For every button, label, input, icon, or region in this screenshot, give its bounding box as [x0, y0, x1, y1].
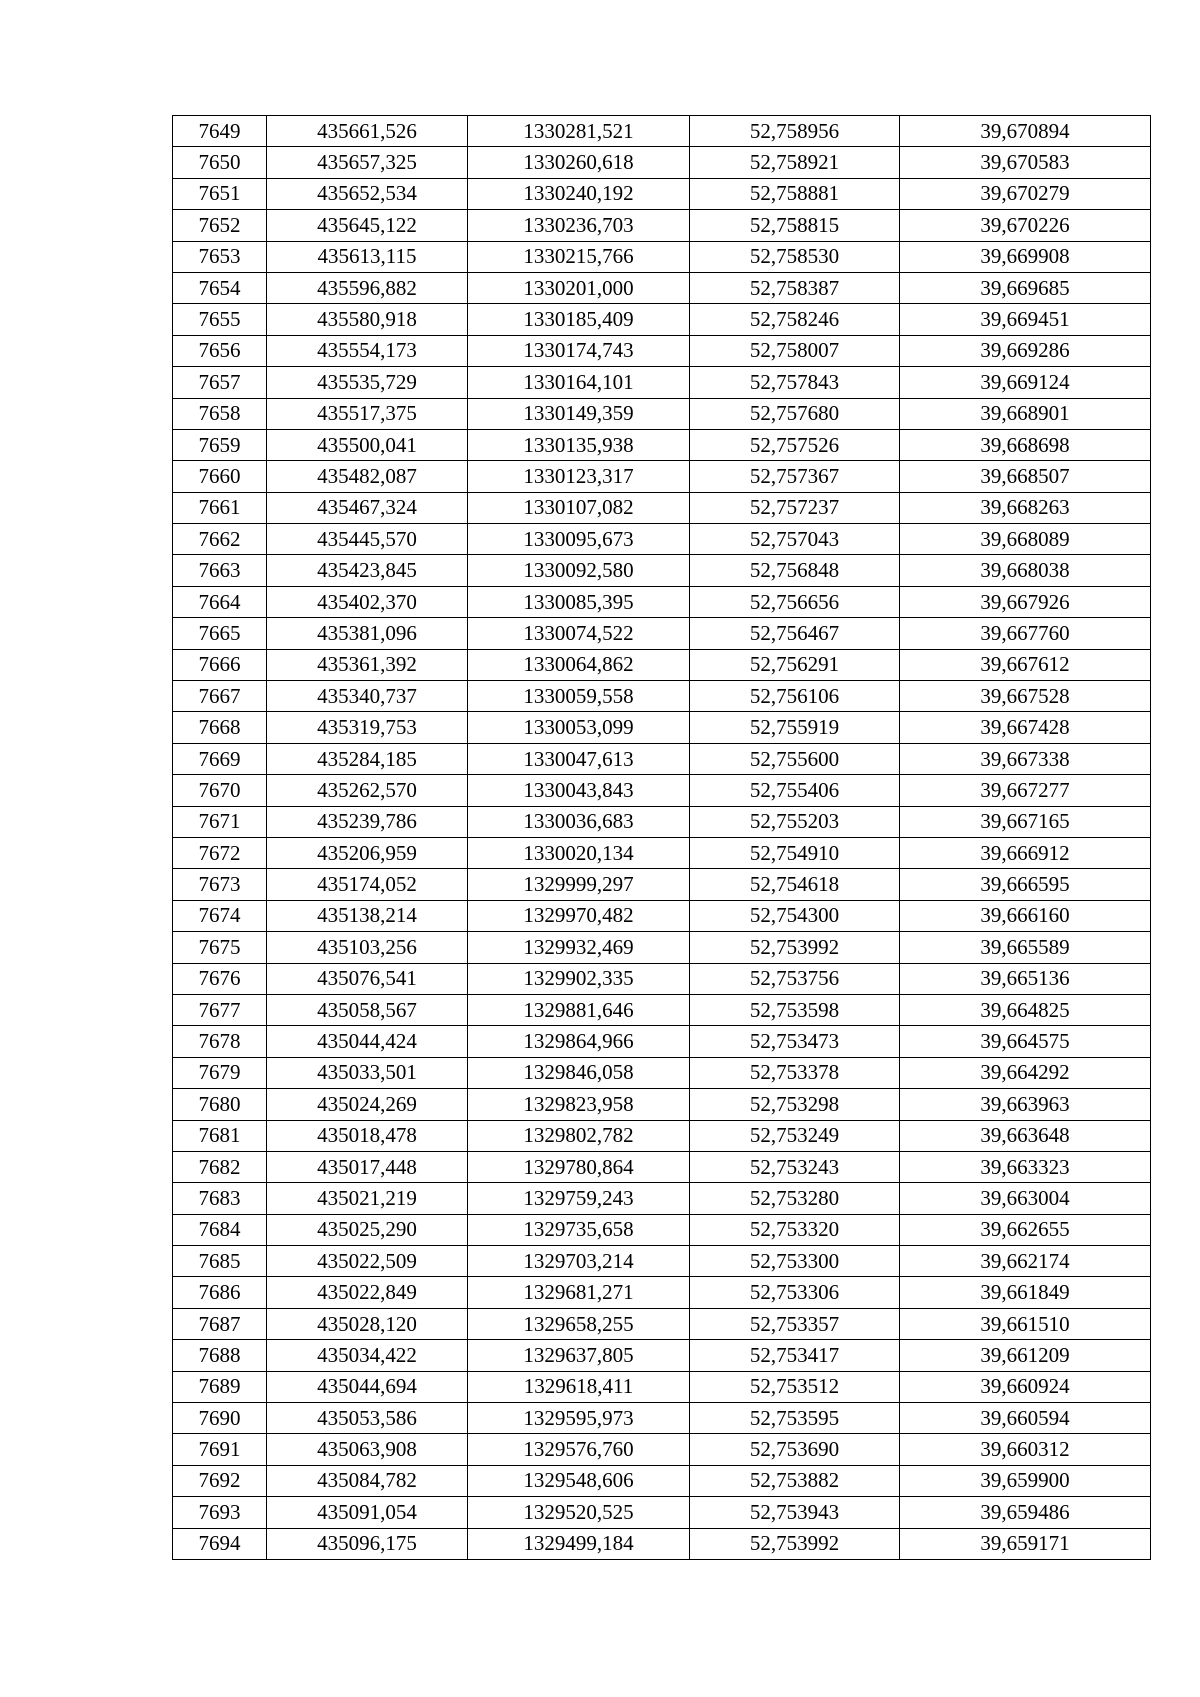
- longitude-cell: 39,661510: [900, 1308, 1151, 1339]
- table-row: [173, 210, 1151, 241]
- latitude-cell: 52,758246: [690, 304, 900, 335]
- y-coordinate-cell: 1330053,099: [468, 712, 690, 743]
- latitude-cell: 52,758530: [690, 241, 900, 272]
- longitude-cell: 39,663323: [900, 1151, 1151, 1182]
- latitude-cell: 52,753320: [690, 1214, 900, 1245]
- table-row: [173, 1528, 1151, 1559]
- point-number-cell: 7683: [173, 1183, 267, 1214]
- longitude-cell: 39,669124: [900, 367, 1151, 398]
- x-coordinate-cell: 435596,882: [267, 272, 468, 303]
- longitude-cell: 39,666912: [900, 837, 1151, 868]
- longitude-cell: 39,667338: [900, 743, 1151, 774]
- table-row: [173, 1308, 1151, 1339]
- point-number-cell: 7687: [173, 1308, 267, 1339]
- point-number-cell: 7692: [173, 1465, 267, 1496]
- latitude-cell: 52,753992: [690, 932, 900, 963]
- point-number-cell: 7656: [173, 335, 267, 366]
- table-row: [173, 1403, 1151, 1434]
- x-coordinate-cell: 435017,448: [267, 1151, 468, 1182]
- x-coordinate-cell: 435096,175: [267, 1528, 468, 1559]
- y-coordinate-cell: 1330074,522: [468, 618, 690, 649]
- latitude-cell: 52,753249: [690, 1120, 900, 1151]
- latitude-cell: 52,756291: [690, 649, 900, 680]
- latitude-cell: 52,758881: [690, 178, 900, 209]
- longitude-cell: 39,668038: [900, 555, 1151, 586]
- point-number-cell: 7659: [173, 429, 267, 460]
- table-row: [173, 1465, 1151, 1496]
- table-row: [173, 1183, 1151, 1214]
- x-coordinate-cell: 435657,325: [267, 147, 468, 178]
- y-coordinate-cell: 1329881,646: [468, 994, 690, 1025]
- table-row: [173, 492, 1151, 523]
- x-coordinate-cell: 435024,269: [267, 1089, 468, 1120]
- longitude-cell: 39,669286: [900, 335, 1151, 366]
- table-row: [173, 586, 1151, 617]
- x-coordinate-cell: 435025,290: [267, 1214, 468, 1245]
- point-number-cell: 7685: [173, 1246, 267, 1277]
- table-row: [173, 1120, 1151, 1151]
- longitude-cell: 39,668698: [900, 429, 1151, 460]
- x-coordinate-cell: 435021,219: [267, 1183, 468, 1214]
- point-number-cell: 7669: [173, 743, 267, 774]
- point-number-cell: 7681: [173, 1120, 267, 1151]
- x-coordinate-cell: 435053,586: [267, 1403, 468, 1434]
- x-coordinate-cell: 435063,908: [267, 1434, 468, 1465]
- point-number-cell: 7693: [173, 1497, 267, 1528]
- latitude-cell: 52,754300: [690, 900, 900, 931]
- y-coordinate-cell: 1330215,766: [468, 241, 690, 272]
- longitude-cell: 39,659900: [900, 1465, 1151, 1496]
- latitude-cell: 52,756106: [690, 681, 900, 712]
- point-number-cell: 7690: [173, 1403, 267, 1434]
- longitude-cell: 39,661209: [900, 1340, 1151, 1371]
- y-coordinate-cell: 1329595,973: [468, 1403, 690, 1434]
- longitude-cell: 39,665136: [900, 963, 1151, 994]
- longitude-cell: 39,666160: [900, 900, 1151, 931]
- y-coordinate-cell: 1330059,558: [468, 681, 690, 712]
- longitude-cell: 39,659486: [900, 1497, 1151, 1528]
- x-coordinate-cell: 435445,570: [267, 524, 468, 555]
- y-coordinate-cell: 1329703,214: [468, 1246, 690, 1277]
- y-coordinate-cell: 1330064,862: [468, 649, 690, 680]
- point-number-cell: 7651: [173, 178, 267, 209]
- latitude-cell: 52,753300: [690, 1246, 900, 1277]
- table-row: [173, 429, 1151, 460]
- table-row: [173, 1089, 1151, 1120]
- x-coordinate-cell: 435174,052: [267, 869, 468, 900]
- x-coordinate-cell: 435206,959: [267, 837, 468, 868]
- table-row: [173, 869, 1151, 900]
- point-number-cell: 7665: [173, 618, 267, 649]
- y-coordinate-cell: 1329999,297: [468, 869, 690, 900]
- x-coordinate-cell: 435467,324: [267, 492, 468, 523]
- point-number-cell: 7664: [173, 586, 267, 617]
- y-coordinate-cell: 1330095,673: [468, 524, 690, 555]
- y-coordinate-cell: 1330107,082: [468, 492, 690, 523]
- y-coordinate-cell: 1330201,000: [468, 272, 690, 303]
- longitude-cell: 39,670894: [900, 116, 1151, 147]
- y-coordinate-cell: 1330020,134: [468, 837, 690, 868]
- longitude-cell: 39,667277: [900, 775, 1151, 806]
- longitude-cell: 39,667165: [900, 806, 1151, 837]
- point-number-cell: 7686: [173, 1277, 267, 1308]
- longitude-cell: 39,669685: [900, 272, 1151, 303]
- latitude-cell: 52,757237: [690, 492, 900, 523]
- y-coordinate-cell: 1330135,938: [468, 429, 690, 460]
- point-number-cell: 7667: [173, 681, 267, 712]
- table-row: [173, 178, 1151, 209]
- x-coordinate-cell: 435423,845: [267, 555, 468, 586]
- x-coordinate-cell: 435284,185: [267, 743, 468, 774]
- x-coordinate-cell: 435613,115: [267, 241, 468, 272]
- y-coordinate-cell: 1329658,255: [468, 1308, 690, 1339]
- y-coordinate-cell: 1329681,271: [468, 1277, 690, 1308]
- longitude-cell: 39,659171: [900, 1528, 1151, 1559]
- point-number-cell: 7675: [173, 932, 267, 963]
- longitude-cell: 39,669908: [900, 241, 1151, 272]
- y-coordinate-cell: 1330149,359: [468, 398, 690, 429]
- longitude-cell: 39,663004: [900, 1183, 1151, 1214]
- latitude-cell: 52,757680: [690, 398, 900, 429]
- table-row: [173, 900, 1151, 931]
- table-row: [173, 367, 1151, 398]
- table-row: [173, 1277, 1151, 1308]
- latitude-cell: 52,753298: [690, 1089, 900, 1120]
- latitude-cell: 52,753690: [690, 1434, 900, 1465]
- table-row: [173, 304, 1151, 335]
- x-coordinate-cell: 435645,122: [267, 210, 468, 241]
- table-row: [173, 963, 1151, 994]
- y-coordinate-cell: 1329780,864: [468, 1151, 690, 1182]
- latitude-cell: 52,758921: [690, 147, 900, 178]
- latitude-cell: 52,753378: [690, 1057, 900, 1088]
- x-coordinate-cell: 435076,541: [267, 963, 468, 994]
- point-number-cell: 7677: [173, 994, 267, 1025]
- y-coordinate-cell: 1330092,580: [468, 555, 690, 586]
- latitude-cell: 52,756467: [690, 618, 900, 649]
- latitude-cell: 52,753512: [690, 1371, 900, 1402]
- x-coordinate-cell: 435044,424: [267, 1026, 468, 1057]
- longitude-cell: 39,661849: [900, 1277, 1151, 1308]
- point-number-cell: 7650: [173, 147, 267, 178]
- latitude-cell: 52,753357: [690, 1308, 900, 1339]
- point-number-cell: 7655: [173, 304, 267, 335]
- longitude-cell: 39,668089: [900, 524, 1151, 555]
- y-coordinate-cell: 1329576,760: [468, 1434, 690, 1465]
- y-coordinate-cell: 1329618,411: [468, 1371, 690, 1402]
- point-number-cell: 7679: [173, 1057, 267, 1088]
- table-row: [173, 116, 1151, 147]
- y-coordinate-cell: 1329759,243: [468, 1183, 690, 1214]
- point-number-cell: 7691: [173, 1434, 267, 1465]
- latitude-cell: 52,758815: [690, 210, 900, 241]
- latitude-cell: 52,756848: [690, 555, 900, 586]
- longitude-cell: 39,669451: [900, 304, 1151, 335]
- point-number-cell: 7670: [173, 775, 267, 806]
- latitude-cell: 52,755600: [690, 743, 900, 774]
- longitude-cell: 39,664825: [900, 994, 1151, 1025]
- point-number-cell: 7657: [173, 367, 267, 398]
- y-coordinate-cell: 1329520,525: [468, 1497, 690, 1528]
- x-coordinate-cell: 435033,501: [267, 1057, 468, 1088]
- y-coordinate-cell: 1329970,482: [468, 900, 690, 931]
- y-coordinate-cell: 1330123,317: [468, 461, 690, 492]
- longitude-cell: 39,666595: [900, 869, 1151, 900]
- point-number-cell: 7668: [173, 712, 267, 743]
- latitude-cell: 52,758007: [690, 335, 900, 366]
- longitude-cell: 39,668507: [900, 461, 1151, 492]
- y-coordinate-cell: 1330085,395: [468, 586, 690, 617]
- table-row: [173, 1057, 1151, 1088]
- x-coordinate-cell: 435034,422: [267, 1340, 468, 1371]
- table-row: [173, 524, 1151, 555]
- longitude-cell: 39,670226: [900, 210, 1151, 241]
- y-coordinate-cell: 1329902,335: [468, 963, 690, 994]
- table-row: [173, 335, 1151, 366]
- latitude-cell: 52,754618: [690, 869, 900, 900]
- latitude-cell: 52,753943: [690, 1497, 900, 1528]
- latitude-cell: 52,755203: [690, 806, 900, 837]
- longitude-cell: 39,663648: [900, 1120, 1151, 1151]
- point-number-cell: 7680: [173, 1089, 267, 1120]
- longitude-cell: 39,667612: [900, 649, 1151, 680]
- y-coordinate-cell: 1330185,409: [468, 304, 690, 335]
- x-coordinate-cell: 435262,570: [267, 775, 468, 806]
- y-coordinate-cell: 1330036,683: [468, 806, 690, 837]
- latitude-cell: 52,757367: [690, 461, 900, 492]
- point-number-cell: 7653: [173, 241, 267, 272]
- table-row: [173, 932, 1151, 963]
- point-number-cell: 7654: [173, 272, 267, 303]
- y-coordinate-cell: 1330240,192: [468, 178, 690, 209]
- latitude-cell: 52,753306: [690, 1277, 900, 1308]
- x-coordinate-cell: 435091,054: [267, 1497, 468, 1528]
- y-coordinate-cell: 1329735,658: [468, 1214, 690, 1245]
- x-coordinate-cell: 435340,737: [267, 681, 468, 712]
- table-row: [173, 775, 1151, 806]
- y-coordinate-cell: 1329823,958: [468, 1089, 690, 1120]
- latitude-cell: 52,757043: [690, 524, 900, 555]
- latitude-cell: 52,757843: [690, 367, 900, 398]
- point-number-cell: 7661: [173, 492, 267, 523]
- latitude-cell: 52,754910: [690, 837, 900, 868]
- table-row: [173, 618, 1151, 649]
- longitude-cell: 39,663963: [900, 1089, 1151, 1120]
- longitude-cell: 39,664575: [900, 1026, 1151, 1057]
- table-row: [173, 241, 1151, 272]
- coordinate-table: [172, 115, 1151, 1560]
- table-row: [173, 461, 1151, 492]
- longitude-cell: 39,667428: [900, 712, 1151, 743]
- x-coordinate-cell: 435028,120: [267, 1308, 468, 1339]
- x-coordinate-cell: 435402,370: [267, 586, 468, 617]
- y-coordinate-cell: 1329499,184: [468, 1528, 690, 1559]
- point-number-cell: 7662: [173, 524, 267, 555]
- longitude-cell: 39,664292: [900, 1057, 1151, 1088]
- y-coordinate-cell: 1330043,843: [468, 775, 690, 806]
- y-coordinate-cell: 1329802,782: [468, 1120, 690, 1151]
- x-coordinate-cell: 435361,392: [267, 649, 468, 680]
- x-coordinate-cell: 435580,918: [267, 304, 468, 335]
- y-coordinate-cell: 1330164,101: [468, 367, 690, 398]
- longitude-cell: 39,667926: [900, 586, 1151, 617]
- table-row: [173, 1371, 1151, 1402]
- table-row: [173, 1340, 1151, 1371]
- table-row: [173, 555, 1151, 586]
- y-coordinate-cell: 1329932,469: [468, 932, 690, 963]
- point-number-cell: 7694: [173, 1528, 267, 1559]
- latitude-cell: 52,753417: [690, 1340, 900, 1371]
- x-coordinate-cell: 435319,753: [267, 712, 468, 743]
- latitude-cell: 52,753280: [690, 1183, 900, 1214]
- point-number-cell: 7672: [173, 837, 267, 868]
- y-coordinate-cell: 1329548,606: [468, 1465, 690, 1496]
- point-number-cell: 7649: [173, 116, 267, 147]
- y-coordinate-cell: 1330281,521: [468, 116, 690, 147]
- longitude-cell: 39,670583: [900, 147, 1151, 178]
- latitude-cell: 52,756656: [690, 586, 900, 617]
- x-coordinate-cell: 435535,729: [267, 367, 468, 398]
- table-row: [173, 147, 1151, 178]
- point-number-cell: 7678: [173, 1026, 267, 1057]
- y-coordinate-cell: 1330174,743: [468, 335, 690, 366]
- longitude-cell: 39,668263: [900, 492, 1151, 523]
- x-coordinate-cell: 435022,509: [267, 1246, 468, 1277]
- x-coordinate-cell: 435500,041: [267, 429, 468, 460]
- point-number-cell: 7660: [173, 461, 267, 492]
- latitude-cell: 52,757526: [690, 429, 900, 460]
- x-coordinate-cell: 435058,567: [267, 994, 468, 1025]
- table-row: [173, 649, 1151, 680]
- x-coordinate-cell: 435482,087: [267, 461, 468, 492]
- x-coordinate-cell: 435022,849: [267, 1277, 468, 1308]
- latitude-cell: 52,755406: [690, 775, 900, 806]
- latitude-cell: 52,753598: [690, 994, 900, 1025]
- longitude-cell: 39,662174: [900, 1246, 1151, 1277]
- latitude-cell: 52,753595: [690, 1403, 900, 1434]
- coordinate-table-body: [173, 116, 1151, 1560]
- y-coordinate-cell: 1330260,618: [468, 147, 690, 178]
- longitude-cell: 39,660594: [900, 1403, 1151, 1434]
- point-number-cell: 7658: [173, 398, 267, 429]
- table-row: [173, 712, 1151, 743]
- table-row: [173, 837, 1151, 868]
- point-number-cell: 7689: [173, 1371, 267, 1402]
- y-coordinate-cell: 1330236,703: [468, 210, 690, 241]
- point-number-cell: 7663: [173, 555, 267, 586]
- x-coordinate-cell: 435661,526: [267, 116, 468, 147]
- y-coordinate-cell: 1329864,966: [468, 1026, 690, 1057]
- table-row: [173, 1497, 1151, 1528]
- table-row: [173, 272, 1151, 303]
- longitude-cell: 39,667760: [900, 618, 1151, 649]
- latitude-cell: 52,755919: [690, 712, 900, 743]
- table-row: [173, 743, 1151, 774]
- longitude-cell: 39,670279: [900, 178, 1151, 209]
- longitude-cell: 39,660312: [900, 1434, 1151, 1465]
- x-coordinate-cell: 435018,478: [267, 1120, 468, 1151]
- x-coordinate-cell: 435044,694: [267, 1371, 468, 1402]
- table-row: [173, 1214, 1151, 1245]
- point-number-cell: 7671: [173, 806, 267, 837]
- longitude-cell: 39,660924: [900, 1371, 1151, 1402]
- table-row: [173, 806, 1151, 837]
- y-coordinate-cell: 1330047,613: [468, 743, 690, 774]
- latitude-cell: 52,753756: [690, 963, 900, 994]
- point-number-cell: 7652: [173, 210, 267, 241]
- x-coordinate-cell: 435381,096: [267, 618, 468, 649]
- longitude-cell: 39,667528: [900, 681, 1151, 712]
- table-row: [173, 681, 1151, 712]
- table-row: [173, 1434, 1151, 1465]
- point-number-cell: 7673: [173, 869, 267, 900]
- x-coordinate-cell: 435239,786: [267, 806, 468, 837]
- longitude-cell: 39,662655: [900, 1214, 1151, 1245]
- latitude-cell: 52,758387: [690, 272, 900, 303]
- table-row: [173, 994, 1151, 1025]
- point-number-cell: 7688: [173, 1340, 267, 1371]
- latitude-cell: 52,758956: [690, 116, 900, 147]
- x-coordinate-cell: 435517,375: [267, 398, 468, 429]
- table-row: [173, 1246, 1151, 1277]
- latitude-cell: 52,753243: [690, 1151, 900, 1182]
- x-coordinate-cell: 435084,782: [267, 1465, 468, 1496]
- latitude-cell: 52,753992: [690, 1528, 900, 1559]
- point-number-cell: 7684: [173, 1214, 267, 1245]
- x-coordinate-cell: 435138,214: [267, 900, 468, 931]
- longitude-cell: 39,665589: [900, 932, 1151, 963]
- longitude-cell: 39,668901: [900, 398, 1151, 429]
- table-row: [173, 1026, 1151, 1057]
- x-coordinate-cell: 435103,256: [267, 932, 468, 963]
- x-coordinate-cell: 435652,534: [267, 178, 468, 209]
- table-row: [173, 398, 1151, 429]
- point-number-cell: 7674: [173, 900, 267, 931]
- table-row: [173, 1151, 1151, 1182]
- point-number-cell: 7666: [173, 649, 267, 680]
- point-number-cell: 7682: [173, 1151, 267, 1182]
- y-coordinate-cell: 1329637,805: [468, 1340, 690, 1371]
- latitude-cell: 52,753473: [690, 1026, 900, 1057]
- y-coordinate-cell: 1329846,058: [468, 1057, 690, 1088]
- point-number-cell: 7676: [173, 963, 267, 994]
- x-coordinate-cell: 435554,173: [267, 335, 468, 366]
- latitude-cell: 52,753882: [690, 1465, 900, 1496]
